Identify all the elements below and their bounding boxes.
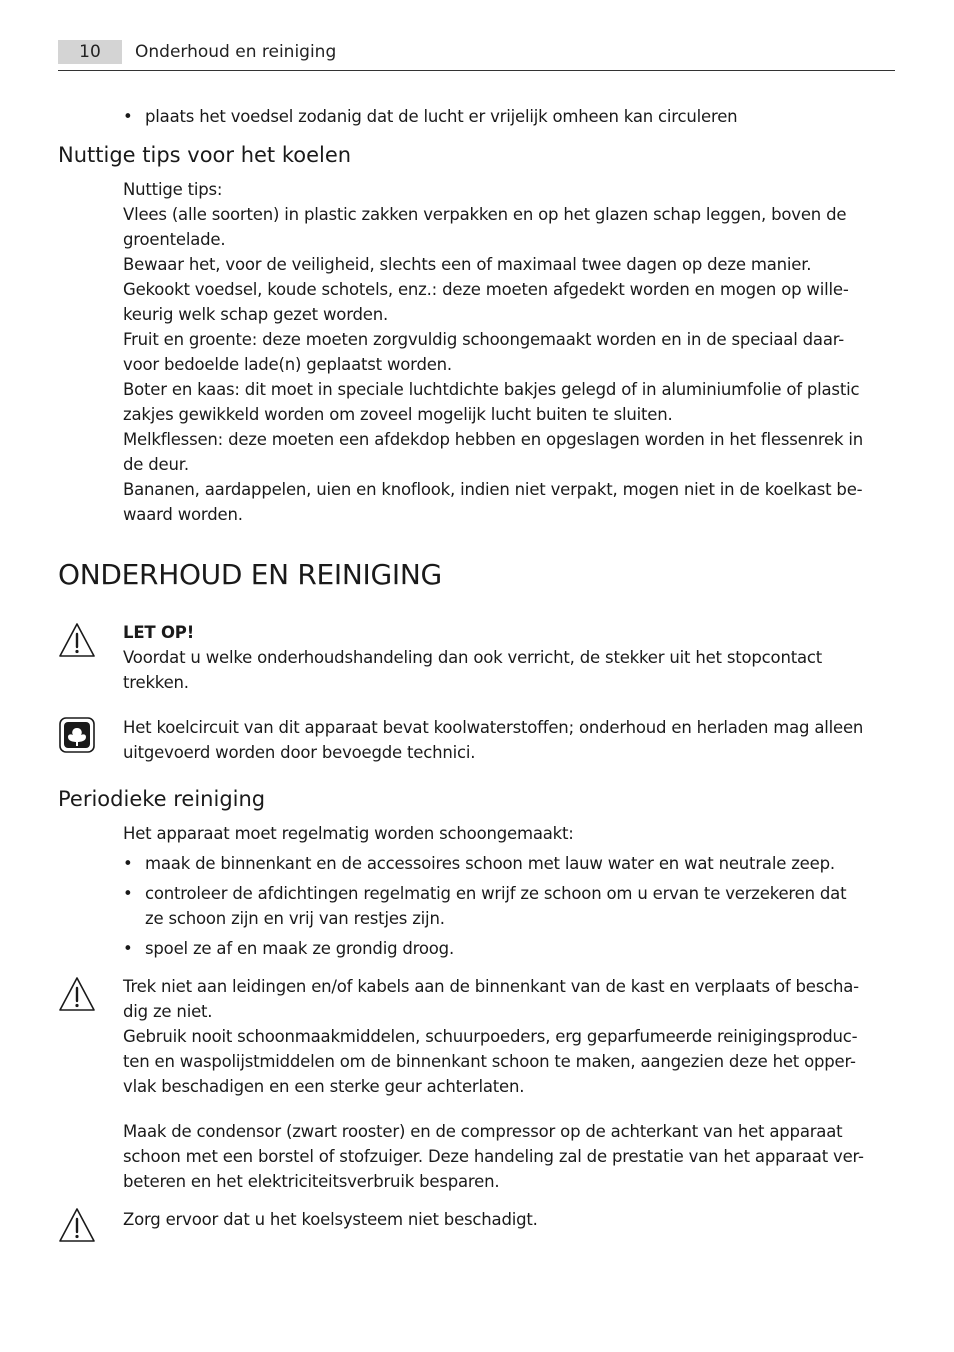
text-line: dig ze niet. [123,1002,213,1021]
section-title: ONDERHOUD EN REINIGING [58,558,442,591]
list-item-text: plaats het voedsel zodanig dat de lucht er vrijelijk omheen kan circuleren [145,107,738,126]
text-line: ze schoon zijn en vrij van restjes zijn. [145,909,445,928]
text-line: waard worden. [123,505,243,524]
list-item-text [145,881,895,931]
warning-triangle-icon [58,622,96,658]
text-line: Voordat u welke onderhoudshandeling dan ook verricht, de stekker uit het stopcontact [123,648,823,667]
cooling-tips-heading: Nuttige tips voor het koelen [58,143,352,167]
text-line: Bewaar het, voor de veiligheid, slechts een of maximaal twee dagen op deze manier. [123,255,812,274]
text-line: groentelade. [123,230,226,249]
cooling-tips-body [123,177,903,527]
list-item-text: spoel ze af en maak ze grondig droog. [145,939,455,958]
environment-flower-icon [58,716,96,754]
text-line: controleer de afdichtingen regelmatig en wrijf ze schoon om u ervan te verzekeren dat [145,884,847,903]
warning-1-body [123,620,903,695]
text-line: zakjes gewikkeld worden om zoveel mogelijk lucht buiten te sluiten. [123,405,673,424]
page-header [58,40,895,71]
warning-triangle-icon [58,976,96,1012]
bullet-dot: • [123,107,133,126]
text-line: beteren en het elektriciteitsverbruik besparen. [123,1172,500,1191]
warning-2-body [123,974,903,1099]
text-line: trekken. [123,673,189,692]
text-line: Melkflessen: deze moeten een afdekdop hebben en opgeslagen worden in het flessenrek in [123,430,864,449]
text-line: voor bedoelde lade(n) geplaatst worden. [123,355,452,374]
text-line: Het koelcircuit van dit apparaat bevat koolwaterstoffen; onderhoud en herladen mag alleen [123,718,864,737]
text-line: Gebruik nooit schoonmaakmiddelen, schuurpoeders, erg geparfumeerde reinigingsproduc- [123,1027,858,1046]
bullet-dot: • [123,939,133,958]
warning-triangle-icon [58,1207,96,1243]
text-line: Maak de condensor (zwart rooster) en de compressor op de achterkant van het apparaat [123,1122,843,1141]
header-title: Onderhoud en reiniging [135,42,337,62]
condenser-note-body [123,1119,913,1194]
text-line: ten en waspolijstmiddelen om de binnenkant schoon te maken, aangezien deze het opper- [123,1052,856,1071]
text-line: keurig welk schap gezet worden. [123,305,389,324]
text-line: de deur. [123,455,189,474]
text-line: Boter en kaas: dit moet in speciale luchtdichte bakjes gelegd of in aluminiumfolie of plastic [123,380,860,399]
bullet-dot: • [123,854,133,873]
text-line: uitgevoerd worden door bevoegde technici. [123,743,476,762]
periodic-cleaning-intro: Het apparaat moet regelmatig worden schoongemaakt: [123,824,574,843]
page-number: 10 [58,40,122,64]
text-line: schoon met een borstel of stofzuiger. Deze handeling zal de prestatie van het apparaat ver- [123,1147,864,1166]
text-line: Trek niet aan leidingen en/of kabels aan de binnenkant van de kast en verplaats of bescha- [123,977,859,996]
text-line: Nuttige tips: [123,180,223,199]
periodic-cleaning-heading: Periodieke reiniging [58,787,266,811]
list-item-text: maak de binnenkant en de accessoires schoon met lauw water en wat neutrale zeep. [145,854,835,873]
warning-3-body: Zorg ervoor dat u het koelsysteem niet beschadigt. [123,1210,538,1229]
text-line: Vlees (alle soorten) in plastic zakken verpakken en op het glazen schap leggen, boven de [123,205,847,224]
text-line: Bananen, aardappelen, uien en knoflook, indien niet verpakt, mogen niet in de koelkast be- [123,480,863,499]
environment-note-body [123,715,913,765]
text-line: Gekookt voedsel, koude schotels, enz.: deze moeten afgedekt worden en mogen op wille- [123,280,849,299]
bullet-dot: • [123,884,133,903]
text-line: Fruit en groente: deze moeten zorgvuldig schoongemaakt worden en in de speciaal daar- [123,330,845,349]
warning-title: LET OP! [123,623,195,642]
text-line: vlak beschadigen en een sterke geur achterlaten. [123,1077,525,1096]
